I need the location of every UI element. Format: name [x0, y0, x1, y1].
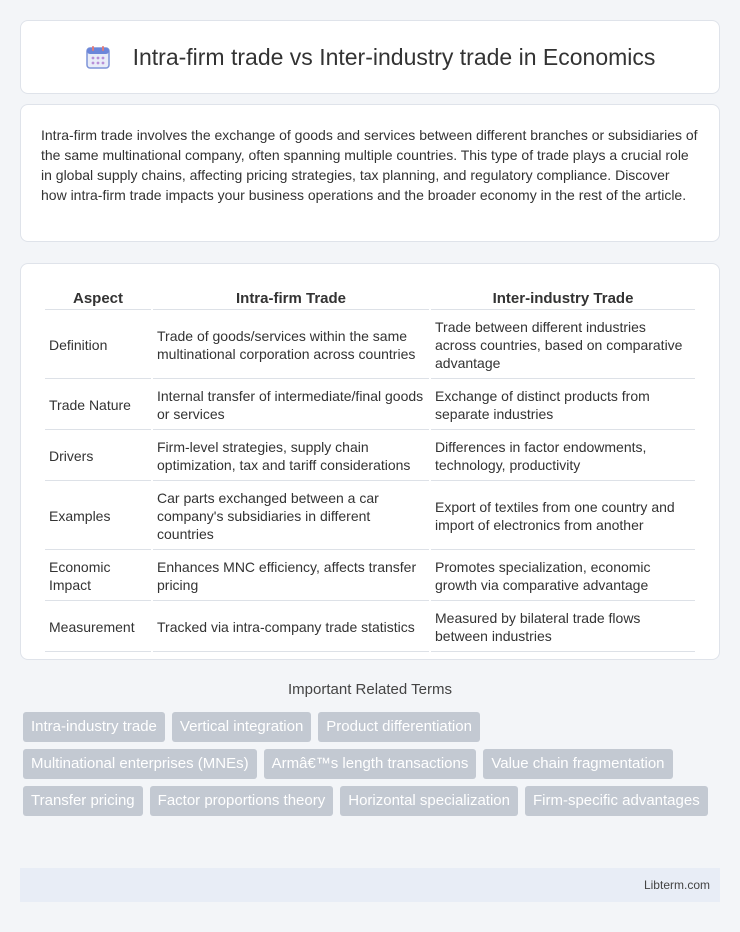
table-row	[45, 483, 695, 550]
row-intra-firm: Enhances MNC efficiency, affects transfer pricing	[153, 552, 429, 601]
related-terms-title: Important Related Terms	[288, 681, 452, 698]
related-term-tag[interactable]: Product differentiation	[318, 712, 480, 742]
page-title: Intra-firm trade vs Inter-industry trade in Economics	[132, 43, 656, 70]
row-aspect: Economic Impact	[45, 552, 151, 601]
related-term-tag[interactable]: Value chain fragmentation	[483, 749, 672, 779]
row-aspect: Examples	[45, 483, 151, 550]
footer-site-link[interactable]: Libterm.com	[643, 878, 710, 892]
row-aspect: Drivers	[45, 432, 151, 481]
table-row	[45, 552, 695, 601]
calendar-icon	[85, 44, 111, 70]
intro-card	[20, 104, 720, 242]
row-inter-industry: Differences in factor endowments, technology, productivity	[431, 432, 695, 481]
header-aspect: Aspect	[45, 286, 151, 310]
header-card	[20, 20, 720, 94]
related-term-tag[interactable]: Factor proportions theory	[150, 786, 334, 816]
row-inter-industry: Trade between different industries across countries, based on comparative advantage	[431, 312, 695, 379]
comparison-table-card	[20, 263, 720, 660]
row-inter-industry: Promotes specialization, economic growth via comparative advantage	[431, 552, 695, 601]
intro-text: Intra-firm trade involves the exchange of goods and services between different branches or subsidiaries of the same multinational company, often spanning multiple countries. This type of trade plays a crucial role in global supply chains, affecting pricing strategies, tax planning, and regulatory compliance. Discover how intra-firm trade impacts your business operations and the broader economy in the rest of the article.	[41, 127, 698, 203]
related-term-tag[interactable]: Transfer pricing	[23, 786, 143, 816]
row-aspect: Measurement	[45, 603, 151, 652]
table-row	[45, 432, 695, 481]
table-row	[45, 603, 695, 652]
table-row	[45, 381, 695, 430]
row-aspect: Trade Nature	[45, 381, 151, 430]
row-intra-firm: Internal transfer of intermediate/final goods or services	[153, 381, 429, 430]
header-inter-industry: Inter-industry Trade	[431, 286, 695, 310]
header-intra-firm: Intra-firm Trade	[153, 286, 429, 310]
footer	[20, 868, 720, 902]
related-terms-list	[23, 712, 719, 816]
row-intra-firm: Firm-level strategies, supply chain optimization, tax and tariff considerations	[153, 432, 429, 481]
row-inter-industry: Measured by bilateral trade flows between industries	[431, 603, 695, 652]
row-inter-industry: Exchange of distinct products from separate industries	[431, 381, 695, 430]
row-intra-firm: Car parts exchanged between a car company's subsidiaries in different countries	[153, 483, 429, 550]
row-intra-firm: Trade of goods/services within the same multinational corporation across countries	[153, 312, 429, 379]
related-term-tag[interactable]: Vertical integration	[172, 712, 311, 742]
related-term-tag[interactable]: Firm-specific advantages	[525, 786, 708, 816]
related-term-tag[interactable]: Intra-industry trade	[23, 712, 165, 742]
related-term-tag[interactable]: Horizontal specialization	[340, 786, 518, 816]
comparison-table	[43, 284, 697, 654]
row-inter-industry: Export of textiles from one country and import of electronics from another	[431, 483, 695, 550]
row-intra-firm: Tracked via intra-company trade statistics	[153, 603, 429, 652]
table-row	[45, 312, 695, 379]
table-header-row	[45, 286, 695, 310]
related-term-tag[interactable]: Armâ€™s length transactions	[264, 749, 477, 779]
row-aspect: Definition	[45, 312, 151, 379]
related-term-tag[interactable]: Multinational enterprises (MNEs)	[23, 749, 257, 779]
